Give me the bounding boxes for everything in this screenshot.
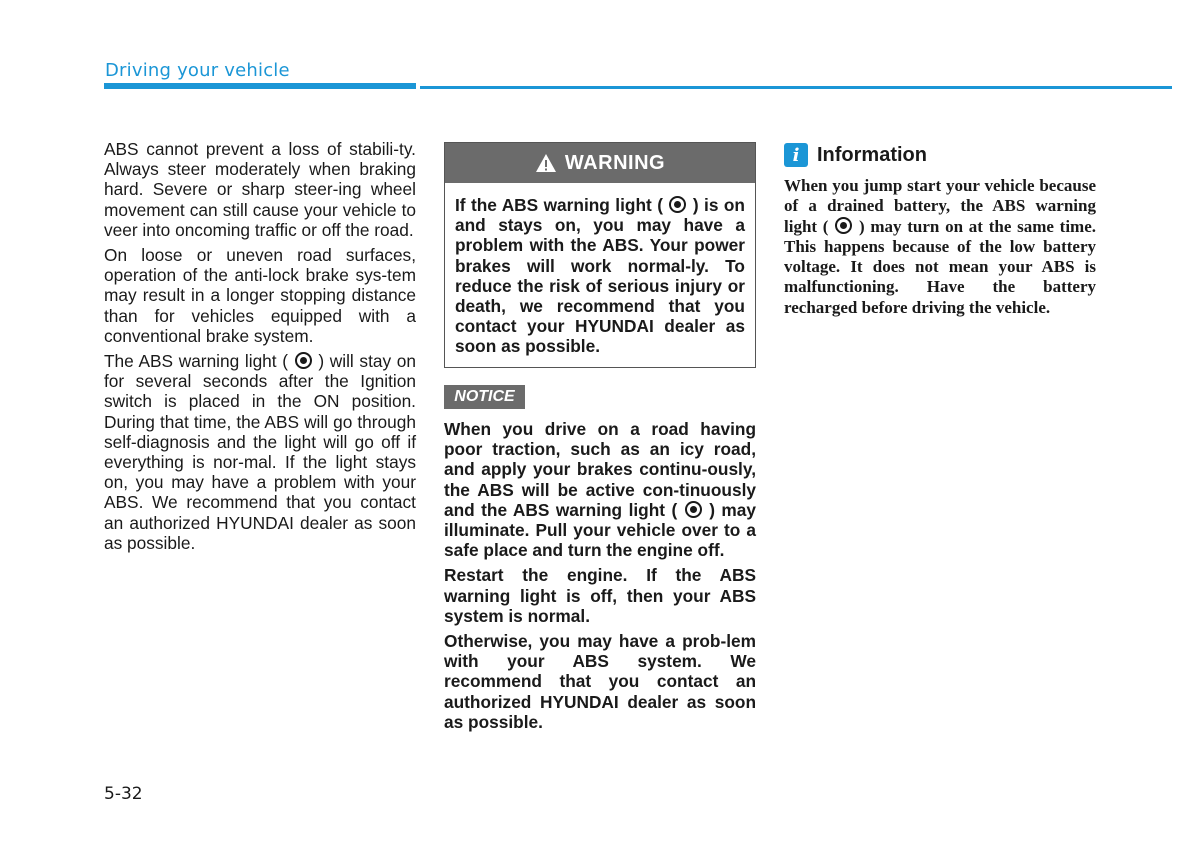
header-rule-thin [420, 86, 1172, 89]
notice-badge: NOTICE [444, 385, 525, 409]
notice-paragraph-traction [444, 419, 756, 560]
notice-paragraph-otherwise: Otherwise, you may have a prob-lem with your ABS system. We recommend that you contact an authorized HYUNDAI dealer as soon as possible. [444, 631, 756, 732]
paragraph-text-before: The ABS warning light ( [104, 351, 289, 372]
warning-title: WARNING [564, 151, 666, 174]
warning-text-before: If the ABS warning light ( [455, 195, 663, 215]
paragraph-warning-light [104, 351, 416, 553]
abs-warning-light-icon [669, 196, 686, 213]
notice-text-before: When you drive on a road having poor traction, such as an icy road, and apply your brakes continu-ously, the ABS will be active con-tinuously and the ABS warning light ( [444, 419, 756, 520]
information-text-before: When you jump start your vehicle because of a drained battery, the ABS warning light ( [784, 176, 1096, 236]
left-column [104, 139, 416, 558]
header-rule-thick [104, 83, 416, 89]
warning-triangle-icon [535, 153, 557, 173]
abs-warning-light-icon [685, 501, 702, 518]
page-number: 5-32 [104, 784, 143, 804]
warning-body [445, 183, 755, 357]
abs-warning-light-icon [295, 352, 312, 369]
section-title: Driving your vehicle [105, 60, 290, 81]
information-title: Information [817, 143, 927, 166]
paragraph-stability: ABS cannot prevent a loss of stabili-ty. Always steer moderately when braking hard. Severe or sharp steer-ing wheel movement can still cause your vehicle to veer into oncoming traffic or off the road. [104, 139, 416, 240]
information-column [784, 176, 1096, 318]
warning-header [445, 143, 755, 183]
warning-text-after: ) is on and stays on, you may have a problem with the ABS. Your power brakes will work normal-ly. To reduce the risk of serious injury or death, we recommend that you contact your HYUNDAI dealer as soon as possible. [455, 195, 745, 357]
info-icon: i [784, 143, 808, 167]
notice-column [444, 419, 756, 737]
information-header [784, 143, 927, 167]
notice-text-after: ) may illuminate. Pull your vehicle over to a safe place and turn the engine off. [444, 499, 756, 561]
abs-warning-light-icon [835, 217, 852, 234]
information-text-after: ) may turn on at the same time. This happens because of the low battery voltage. It does not mean your ABS is malfunctioning. Have the battery recharged before driving the vehicle. [784, 216, 1097, 317]
warning-box [444, 142, 756, 368]
paragraph-text-after: ) will stay on for several seconds after the Ignition switch is placed in the ON position. During that time, the ABS will go through self-diagnosis and the light will go off if everything is nor-mal. If the light stays on, you may have a problem with your ABS. We recommend that you contact an authorized HYUNDAI dealer as soon as possible. [104, 351, 416, 553]
notice-paragraph-restart: Restart the engine. If the ABS warning light is off, then your ABS system is normal. [444, 565, 756, 626]
paragraph-road-surfaces: On loose or uneven road surfaces, operation of the anti-lock brake sys-tem may result in a longer stopping distance than for vehicles equipped with a conventional brake system. [104, 245, 416, 346]
